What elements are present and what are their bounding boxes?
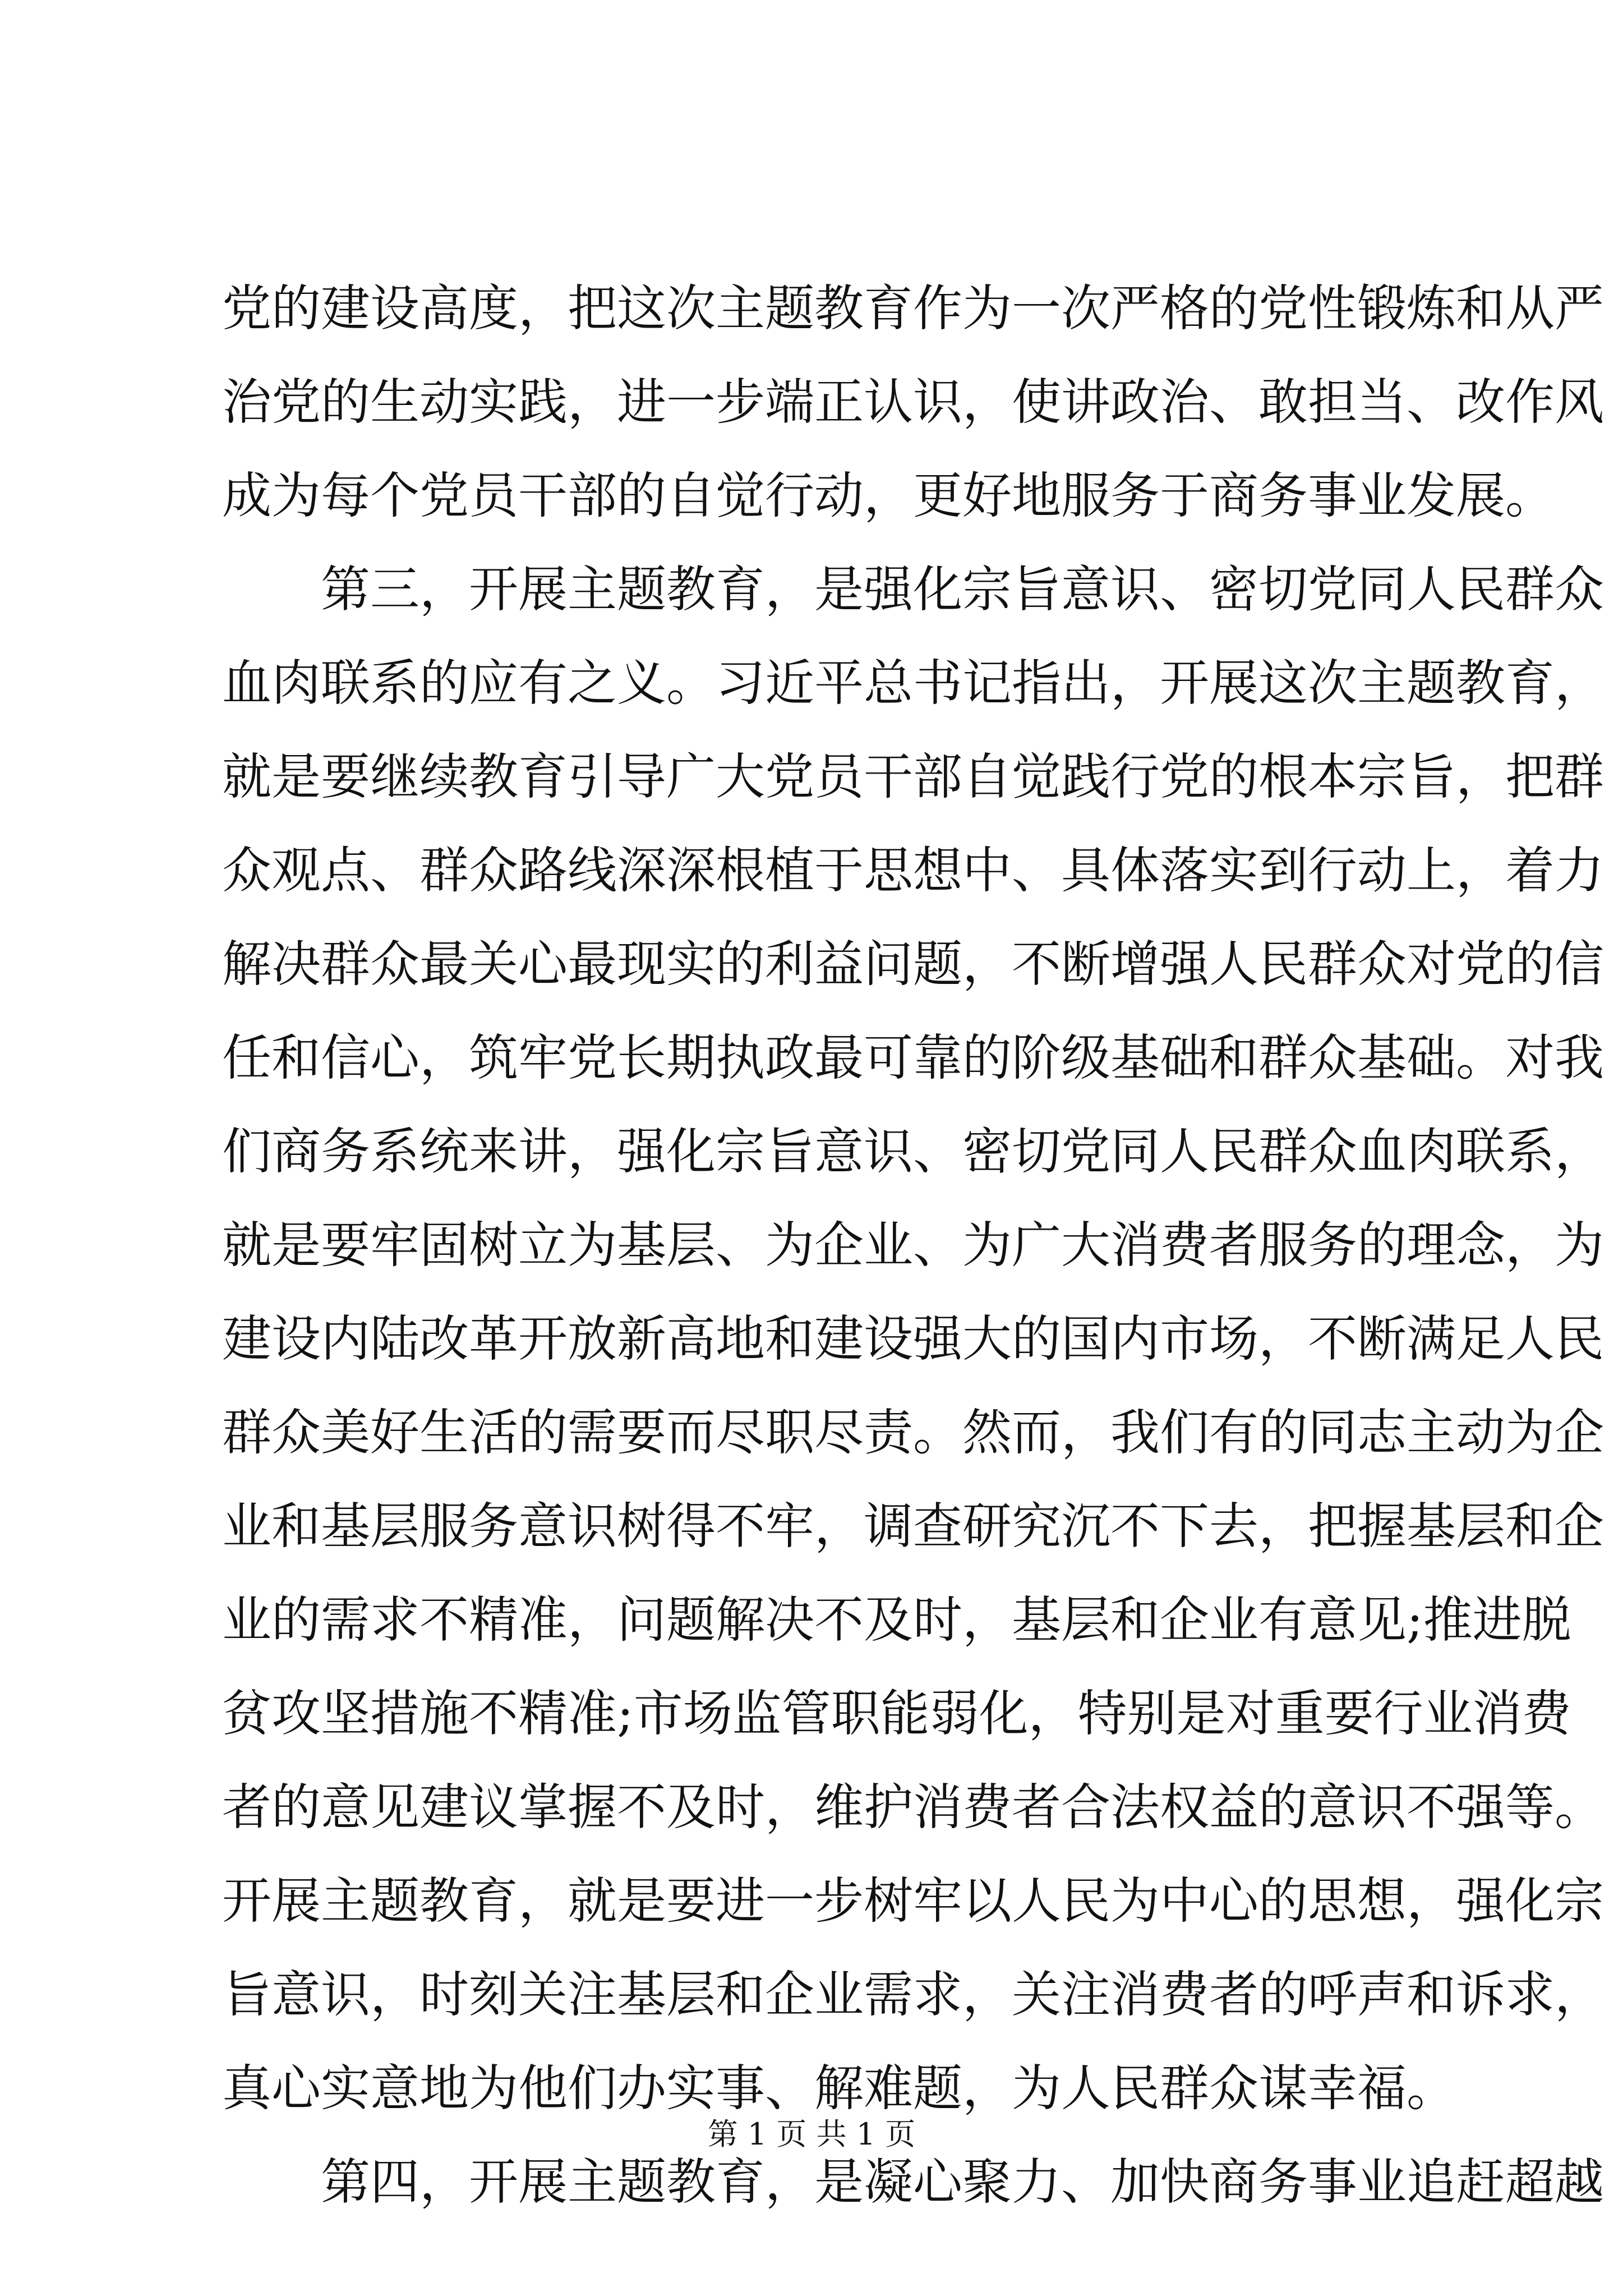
text-line: 群众美好生活的需要而尽职尽责。然而，我们有的同志主动为企: [222, 1404, 1604, 1461]
text-line: 众观点、群众路线深深根植于思想中、具体落实到行动上，着力: [222, 841, 1604, 899]
page-number-label: 第 1 页 共 1 页: [707, 2116, 916, 2152]
text-line: 第三，开展主题教育，是强化宗旨意识、密切党同人民群众: [321, 560, 1604, 618]
text-line: 任和信心，筑牢党长期执政最可靠的阶级基础和群众基础。对我: [222, 1029, 1604, 1087]
paragraph: [222, 542, 1604, 2135]
text-line: 成为每个党员干部的自觉行动，更好地服务于商务事业发展。: [222, 467, 1555, 524]
text-line: 业和基层服务意识树得不牢，调查研究沉不下去，把握基层和企: [222, 1497, 1604, 1555]
text-line: 业的需求不精准，问题解决不及时，基层和企业有意见;推进脱: [222, 1591, 1571, 1649]
page-footer: [0, 2115, 1623, 2154]
text-line: 真心实意地为他们办实事、解难题，为人民群众谋幸福。: [222, 2059, 1456, 2117]
paragraph: [222, 261, 1604, 542]
text-line: 建设内陆改革开放新高地和建设强大的国内市场，不断满足人民: [222, 1310, 1604, 1368]
text-line: 贫攻坚措施不精准;市场监管职能弱化，特别是对重要行业消费: [222, 1685, 1571, 1742]
text-line: 们商务系统来讲，强化宗旨意识、密切党同人民群众血肉联系，: [222, 1122, 1604, 1180]
text-line: 旨意识，时刻关注基层和企业需求，关注消费者的呼声和诉求，: [222, 1966, 1604, 2023]
text-line: 治党的生动实践，进一步端正认识，使讲政治、敢担当、改作风: [222, 373, 1604, 431]
text-line: 就是要继续教育引导广大党员干部自觉践行党的根本宗旨，把群: [222, 748, 1604, 806]
document-body: [222, 261, 1604, 2229]
text-line: 解决群众最关心最现实的利益问题，不断增强人民群众对党的信: [222, 935, 1604, 993]
text-line: 者的意见建议掌握不及时，维护消费者合法权益的意识不强等。: [222, 1778, 1604, 1836]
text-line: 第四，开展主题教育，是凝心聚力、加快商务事业追赶超越: [321, 2153, 1604, 2211]
text-line: 就是要牢固树立为基层、为企业、为广大消费者服务的理念，为: [222, 1216, 1604, 1274]
text-line: 血肉联系的应有之义。习近平总书记指出，开展这次主题教育，: [222, 654, 1604, 712]
text-line: 党的建设高度，把这次主题教育作为一次严格的党性锻炼和从严: [222, 279, 1604, 337]
text-line: 开展主题教育，就是要进一步树牢以人民为中心的思想，强化宗: [222, 1872, 1604, 1930]
